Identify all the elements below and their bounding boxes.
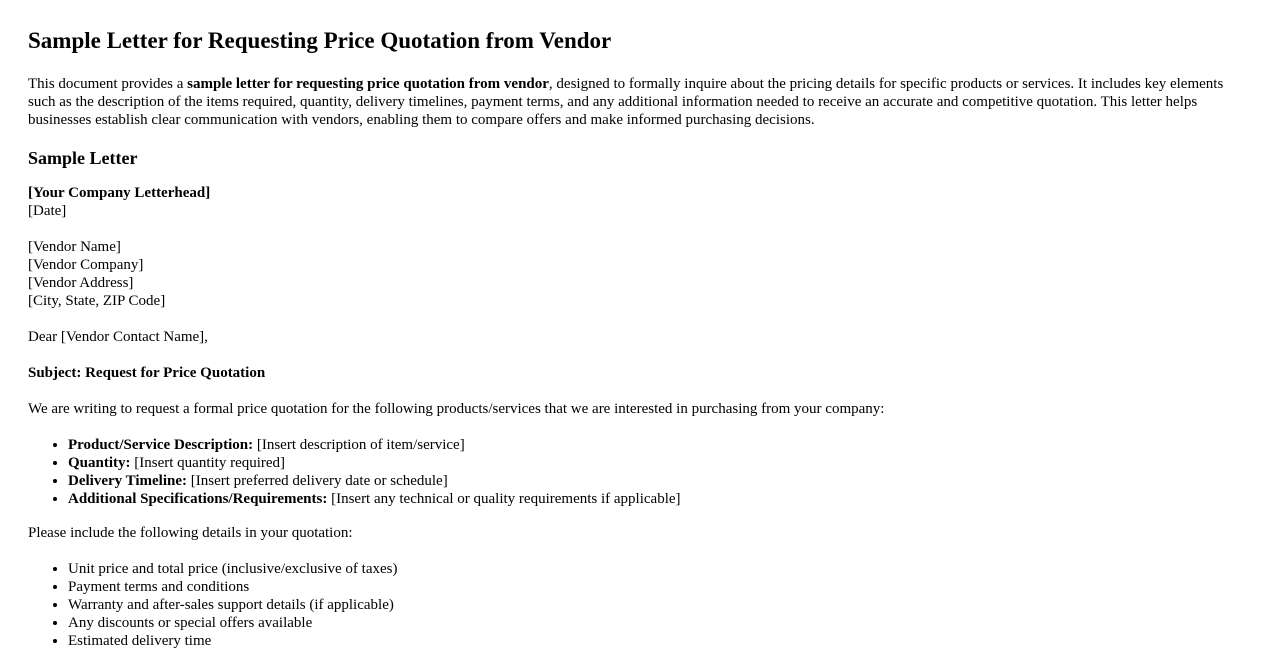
list-item-value: [Insert preferred delivery date or schedule] [187, 473, 448, 489]
vendor-company: [Vendor Company] [28, 257, 144, 273]
section-heading: Sample Letter [28, 148, 138, 168]
date-placeholder: [Date] [28, 203, 67, 219]
list-item-label: Product/Service Description: [68, 437, 254, 453]
list-item: • Unit price and total price (inclusive/exclusive of taxes) [68, 560, 1250, 578]
intro-paragraph [28, 75, 1250, 129]
list-item-value: [Insert description of item/service] [253, 437, 465, 453]
list-item: • Estimated delivery time [68, 632, 1250, 650]
list-item: • Any discounts or special offers available [68, 614, 1250, 632]
list-item [68, 490, 1250, 508]
letter-body-intro: We are writing to request a formal price quotation for the following products/services that we are interested in purchasing from your company: [28, 401, 885, 417]
intro-text-bold: sample letter for requesting price quotation from vendor [187, 76, 549, 92]
vendor-name: [Vendor Name] [28, 239, 121, 255]
intro-text-before: This document provides a [28, 76, 188, 92]
subject-text: Subject: Request for Price Quotation [28, 365, 266, 381]
vendor-city-state-zip: [City, State, ZIP Code] [28, 293, 166, 309]
list-item-value: [Insert any technical or quality requirements if applicable] [327, 491, 681, 507]
list-item-label: Delivery Timeline: [68, 473, 188, 489]
intro-text-after: , designed to formally inquire about the pricing details for specific products or services. It includes key elements such as the description of the items required, quantity, delivery timelines, payment terms, and any additional information needed to receive an accurate and competitive quotation. This letter helps businesses establish clear communication with vendors, enabling them to compare offers and make informed purchasing decisions. [28, 76, 1224, 128]
vendor-address: [Vendor Address] [28, 275, 134, 291]
subject-line [28, 364, 1250, 382]
list-item: • Payment terms and conditions [68, 578, 1250, 596]
list-item [68, 436, 1250, 454]
letter-header-block [28, 184, 1250, 220]
details-intro: Please include the following details in your quotation: [28, 525, 353, 541]
list-item [68, 472, 1250, 490]
vendor-address-block [28, 238, 1250, 310]
letterhead-placeholder: [Your Company Letterhead] [28, 185, 211, 201]
list-item-value: [Insert quantity required] [130, 455, 286, 471]
list-item [68, 454, 1250, 472]
list-item-label: Additional Specifications/Requirements: [68, 491, 328, 507]
list-item-label: Quantity: [68, 455, 131, 471]
salutation: Dear [Vendor Contact Name], [28, 329, 208, 345]
page-title: Sample Letter for Requesting Price Quotation from Vendor [28, 28, 612, 53]
details-items-list [28, 560, 1250, 650]
request-items-list [28, 436, 1250, 508]
list-item: • Warranty and after-sales support details (if applicable) [68, 596, 1250, 614]
